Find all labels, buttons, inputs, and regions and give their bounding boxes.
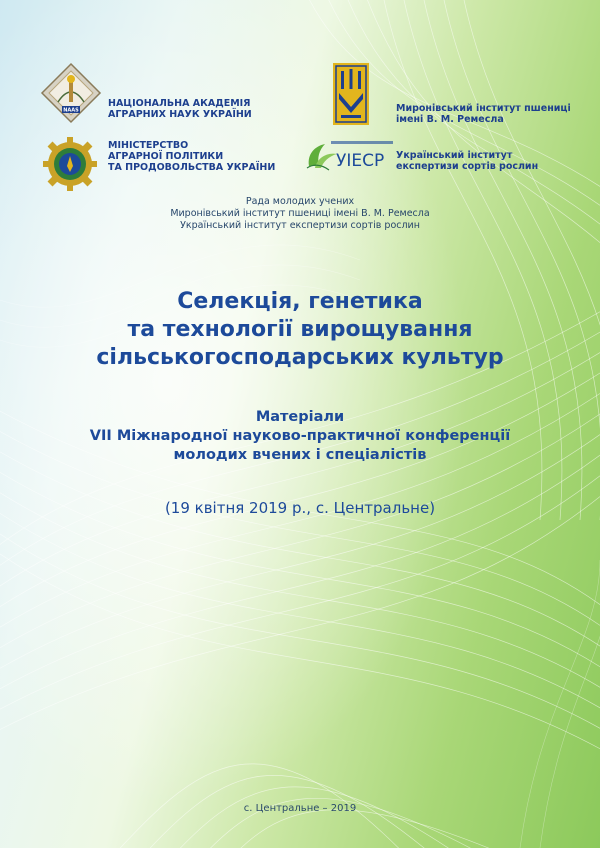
myronivka-institute-logo bbox=[333, 63, 369, 125]
uiesr-logo-text: УІЕСР bbox=[336, 151, 385, 171]
ministry-name bbox=[108, 140, 275, 173]
myronivka-name-line: Миронівський інститут пшениці bbox=[396, 103, 571, 114]
uiesr-logo bbox=[303, 138, 395, 174]
uiesr-name-line: експертизи сортів рослин bbox=[396, 161, 539, 172]
ministry-name-line: МІНІСТЕРСТВО bbox=[108, 140, 189, 151]
naas-logo bbox=[40, 62, 102, 124]
council-line: Український інститут експертизи сортів рослин bbox=[180, 220, 420, 231]
council-line: Миронівський інститут пшениці імені В. М. Ремесла bbox=[170, 208, 430, 219]
conference-date-place: (19 квітня 2019 р., с. Центральне) bbox=[164, 499, 436, 517]
ministry-name-line: ТА ПРОДОВОЛЬСТВА УКРАЇНИ bbox=[108, 162, 276, 173]
myronivka-name bbox=[396, 103, 571, 125]
subtitle-line: VII Міжнародної науково-практичної конференції bbox=[89, 428, 511, 444]
document-title bbox=[0, 288, 600, 372]
uiesr-name bbox=[396, 150, 538, 172]
naas-name-line: АГРАРНИХ НАУК УКРАЇНИ bbox=[108, 109, 252, 120]
young-scientists-council bbox=[0, 196, 600, 232]
title-line: сільськогосподарських культур bbox=[96, 345, 504, 370]
myronivka-name-line: імені В. М. Ремесла bbox=[396, 114, 504, 125]
title-line: та технології вирощування bbox=[127, 317, 473, 342]
subtitle-line: молодих вчених і спеціалістів bbox=[173, 447, 427, 463]
naas-name-line: НАЦІОНАЛЬНА АКАДЕМІЯ bbox=[108, 98, 251, 109]
ministry-gear-logo bbox=[40, 134, 100, 194]
ministry-name-line: АГРАРНОЇ ПОЛІТИКИ bbox=[108, 151, 224, 162]
naas-name bbox=[108, 98, 252, 120]
subtitle-line: Матеріали bbox=[255, 409, 345, 425]
council-line: Рада молодих учених bbox=[245, 196, 355, 207]
naas-logo-text: NAAS bbox=[63, 107, 79, 114]
uiesr-name-line: Український інститут bbox=[396, 150, 513, 161]
conference-subtitle bbox=[0, 408, 600, 465]
publication-place-year: с. Центральне – 2019 bbox=[243, 803, 357, 814]
title-line: Селекція, генетика bbox=[177, 289, 423, 314]
